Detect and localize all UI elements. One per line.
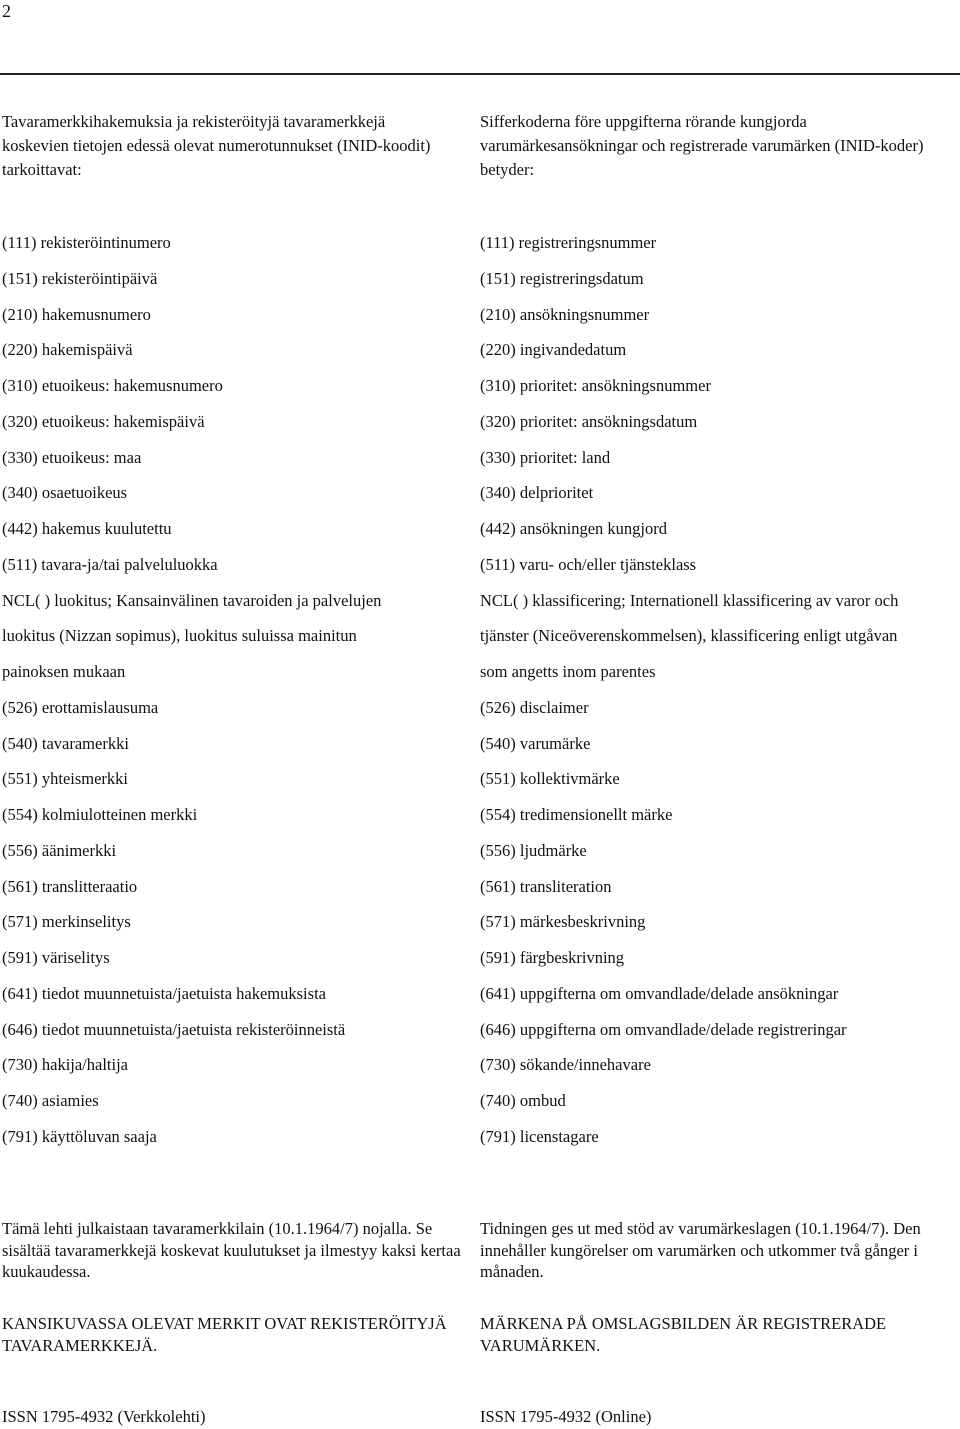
code-list-item: (646) uppgifterna om omvandlade/delade registreringar (480, 1019, 847, 1039)
code-list-item: (554) kolmiulotteinen merkki (2, 805, 198, 824)
code-list-item: (442) ansökningen kungjord (480, 519, 667, 538)
intro-swedish: Sifferkoderna före uppgifterna rörande kungjorda varumärkesansökningar och registrerade varumärken (INID-koder) betyder: (480, 112, 924, 179)
code-list-item: (641) uppgifterna om omvandlade/delade ansökningar (480, 983, 839, 1003)
cover-note-swedish: MÄRKENA PÅ OMSLAGSBILDEN ÄR REGISTRERADE VARUMÄRKEN. (480, 1314, 887, 1355)
code-list-item: (210) hakemusnumero (2, 304, 151, 324)
issn-swedish: ISSN 1795-4932 (Online) (480, 1407, 652, 1426)
code-list-item: (561) transliteration (480, 876, 612, 896)
code-list-item: (330) prioritet: land (480, 447, 611, 467)
code-list-item: (511) varu- och/eller tjänsteklass (480, 554, 697, 574)
code-list-item: (511) tavara-ja/tai palveluluokka (2, 554, 218, 574)
code-list-item: (526) disclaimer (480, 697, 589, 717)
code-list-item: (571) märkesbeskrivning (480, 912, 646, 932)
code-list-item: (551) kollektivmärke (480, 769, 620, 789)
code-list-item: (740) asiamies (2, 1091, 99, 1110)
code-list-item: (740) ombud (480, 1091, 566, 1110)
code-list-item: (310) prioritet: ansökningsnummer (480, 376, 711, 395)
code-list-item: (556) ljudmärke (480, 840, 587, 860)
code-list-item: (442) hakemus kuulutettu (2, 519, 172, 538)
code-list-item: (540) tavaramerkki (2, 733, 129, 753)
page-number: 2 (2, 1, 11, 21)
code-list-item: (556) äänimerkki (2, 840, 117, 860)
code-list-item: NCL( ) klassificering; Internationell klassificering av varor och (480, 590, 899, 610)
inid-code-list-finnish (2, 225, 472, 1155)
issn-finnish: ISSN 1795-4932 (Verkkolehti) (2, 1407, 206, 1426)
cover-note-finnish: KANSIKUVASSA OLEVAT MERKIT OVAT REKISTERÖITYJÄ TAVARAMERKKEJÄ. (2, 1314, 447, 1355)
code-list-item: som angetts inom parentes (480, 662, 656, 681)
code-list-item: (330) etuoikeus: maa (2, 447, 142, 467)
code-list-item: (791) licenstagare (480, 1126, 599, 1146)
code-list-item: (540) varumärke (480, 733, 591, 753)
code-list-item: (340) osaetuoikeus (2, 483, 128, 503)
code-list-item: (561) translitteraatio (2, 876, 138, 896)
code-list-item: NCL( ) luokitus; Kansainvälinen tavaroiden ja palvelujen (2, 590, 382, 610)
code-list-item: (220) hakemispäivä (2, 340, 133, 360)
code-list-item: luokitus (Nizzan sopimus), luokitus suluissa mainitun (2, 626, 357, 646)
code-list-item: (551) yhteismerkki (2, 769, 129, 789)
code-list-item: (310) etuoikeus: hakemusnumero (2, 376, 223, 395)
code-list-item: (320) prioritet: ansökningsdatum (480, 411, 698, 431)
code-list-item: (340) delprioritet (480, 483, 594, 503)
code-list-item: (730) hakija/haltija (2, 1055, 128, 1075)
code-list-item: (526) erottamislausuma (2, 697, 159, 717)
code-list-item: (730) sökande/innehavare (480, 1055, 651, 1075)
code-list-item: (571) merkinselitys (2, 912, 131, 932)
code-list-item: (111) rekisteröintinumero (2, 233, 171, 252)
code-list-item: (646) tiedot muunnetuista/jaetuista rekisteröinneistä (2, 1019, 346, 1039)
code-list-item: (591) väriselitys (2, 948, 110, 967)
code-list-item: (111) registreringsnummer (480, 233, 657, 252)
code-list-item: (210) ansökningsnummer (480, 304, 650, 324)
code-list-item: (554) tredimensionellt märke (480, 805, 673, 824)
publication-note-swedish: Tidningen ges ut med stöd av varumärkeslagen (10.1.1964/7). Den innehåller kungörelser om varumärken och utkommer två gånger i månaden. (480, 1219, 921, 1281)
inid-code-list-swedish (480, 225, 958, 1155)
code-list-item: painoksen mukaan (2, 662, 126, 681)
intro-finnish: Tavaramerkkihakemuksia ja rekisteröityjä tavaramerkkejä koskevien tietojen edessä olevat numerotunnukset (INID-koodit) tarkoittavat: (2, 112, 431, 179)
code-list-item: tjänster (Niceöverenskommelsen), klassificering enligt utgåvan (480, 626, 898, 646)
code-list-item: (320) etuoikeus: hakemispäivä (2, 411, 205, 431)
code-list-item: (151) registreringsdatum (480, 268, 644, 288)
code-list-item: (151) rekisteröintipäivä (2, 268, 158, 288)
code-list-item: (641) tiedot muunnetuista/jaetuista hakemuksista (2, 983, 326, 1003)
header-rule (0, 73, 960, 75)
code-list-item: (591) färgbeskrivning (480, 948, 625, 967)
publication-note-finnish: Tämä lehti julkaistaan tavaramerkkilain (10.1.1964/7) nojalla. Se sisältää tavaramerkkejä koskevat kuulutukset ja ilmestyy kaksi kertaa kuukaudessa. (2, 1219, 461, 1281)
code-list-item: (220) ingivandedatum (480, 340, 627, 360)
code-list-item: (791) käyttöluvan saaja (2, 1126, 157, 1146)
